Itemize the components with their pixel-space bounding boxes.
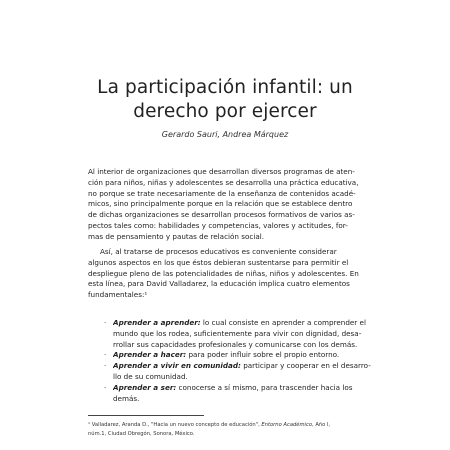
paragraph-line: no porque se trate necesariamente de la enseñanza de contenidos acadé- <box>88 188 356 198</box>
footnote <box>88 421 372 439</box>
bullet-dot: · <box>104 351 107 360</box>
footnote-text: núm.1, Ciudad Obregón, Sonora, México. <box>88 431 195 437</box>
list-item <box>104 350 380 361</box>
title-line-1: La participación infantil: un <box>97 77 353 98</box>
list-item-term: Aprender a hacer: <box>113 350 187 360</box>
paragraph-line: ción para niños, niñas y adolescentes se desarrolla una práctica educativa, <box>88 177 359 187</box>
paragraph-line: esta línea, para David Valladarez, la educación implica cuatro elementos <box>88 279 350 289</box>
paragraph-2 <box>88 247 372 301</box>
bullet-dot: · <box>104 319 107 327</box>
paragraph-line: Así, al tratarse de procesos educativos es conveniente considerar <box>100 247 337 256</box>
paragraph-line: algunos aspectos en los que éstos debieran sustentarse para permitir el <box>88 257 349 267</box>
list-item-text: conocerse a sí mismo, para trascender hacia los <box>176 382 353 392</box>
paragraph-line: Al interior de organizaciones que desarrollan diversos programas de aten- <box>88 167 355 176</box>
list-item <box>104 318 380 350</box>
bullet-dot: · <box>104 383 107 392</box>
paragraph-line: de dichas organizaciones se desarrollan procesos formativos de varios as- <box>88 210 355 220</box>
paragraph-line: micos, sino principalmente porque en la relación que se establece dentro <box>88 199 353 209</box>
footnote-text: , Año I, <box>312 422 331 428</box>
footnote-source: Entorno Académico <box>261 422 313 428</box>
elements-list <box>104 318 380 404</box>
list-item-term: Aprender a vivir en comunidad: <box>113 361 241 371</box>
paragraph-1 <box>88 167 372 243</box>
list-item <box>104 361 380 383</box>
footnote-mark: ¹ <box>88 422 91 428</box>
list-item-text: participar y cooperar en el desarro- <box>240 361 371 371</box>
page-title <box>40 76 410 124</box>
paragraph-line: despliegue pleno de las potencialidades de niñas, niños y adolescentes. En <box>88 268 359 278</box>
list-item-term: Aprender a ser: <box>113 382 177 392</box>
authors-line: Gerardo Sauri, Andrea Márquez <box>161 130 289 139</box>
paragraph-line: fundamentales:¹ <box>88 290 148 300</box>
footnote-divider <box>88 415 204 416</box>
footnote-text: Valladarez, Aranda D., "Hacia un nuevo concepto de educación", <box>90 422 262 428</box>
list-item-text: lo cual consiste en aprender a comprender el <box>200 318 366 327</box>
paragraph-line: mas de pensamiento y pautas de relación social. <box>88 231 265 241</box>
list-item-text: mundo que los rodea, suficientemente para vivir con dignidad, desa- <box>113 328 362 338</box>
list-item-text: llo de su comunidad. <box>113 371 188 381</box>
paragraph-line: pectos tales como: habilidades y competencias, valores y actitudes, for- <box>88 220 348 230</box>
list-item <box>104 383 380 405</box>
list-item-term: Aprender a aprender: <box>113 318 201 327</box>
bullet-dot: · <box>104 362 107 371</box>
title-line-2: derecho por ejercer <box>133 101 317 122</box>
list-item-text: rrollar sus capacidades profesionales y comunicarse con los demás. <box>113 339 358 349</box>
list-item-text: para poder influir sobre el propio entorno. <box>186 350 340 360</box>
list-item-text: demás. <box>113 393 140 403</box>
